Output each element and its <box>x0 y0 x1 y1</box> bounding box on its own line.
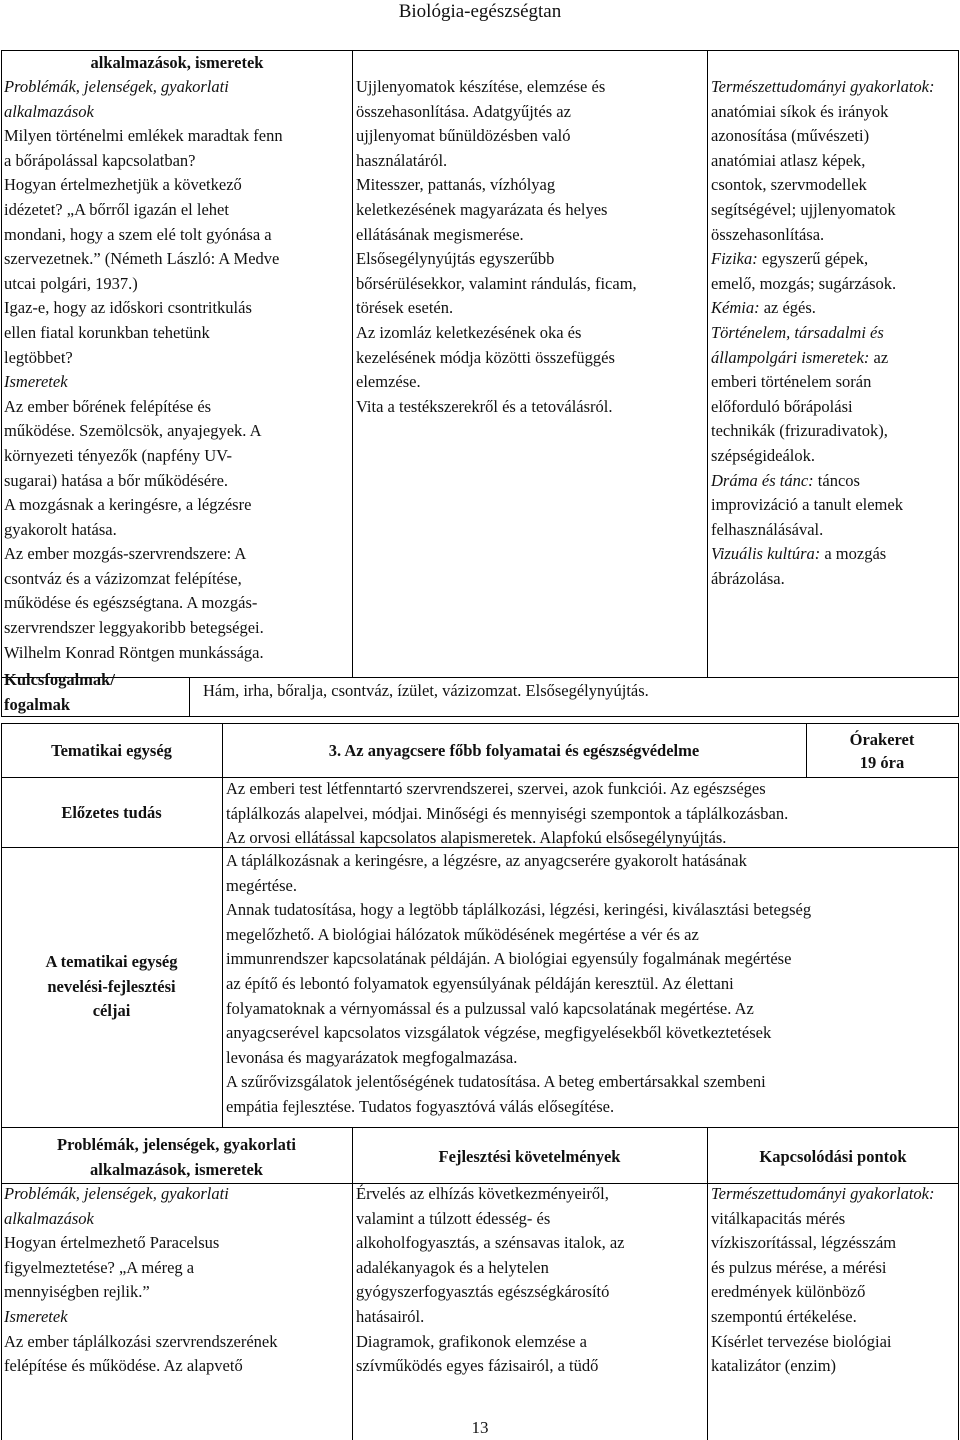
section2-col1-heading <box>1 1133 352 1182</box>
text-line: szervrendszer leggyakoribb betegségei. <box>4 618 264 638</box>
text-line: megértése. <box>226 875 298 895</box>
text-line: A szűrővizsgálatok jelentőségének tudatosítása. A beteg embertársakkal szembeni <box>226 1072 766 1092</box>
text-line: figyelmeztetése? „A méreg a <box>4 1257 195 1277</box>
section2-requirements-column <box>356 1182 706 1379</box>
label-line: fogalmak <box>4 694 70 714</box>
key-concepts-label <box>4 668 187 717</box>
text-line: gyógyszerfogyasztás egészségkárosító <box>356 1282 610 1302</box>
text-line: Érvelés az elhízás következményeiről, <box>356 1184 609 1203</box>
text-line: állampolgári ismeretek: az <box>711 347 889 367</box>
text-line: az építő és lebontó folyamatok egyensúlyának példáján keresztül. Az élettani <box>226 973 734 993</box>
text-line: működése és egészségtana. A mozgás- <box>4 593 258 613</box>
text-line: Wilhelm Konrad Röntgen munkássága. <box>4 642 264 662</box>
text-line: szervezetnek.” (Németh László: A Medve <box>4 249 280 269</box>
text-line: bőrsérülésekkor, valamint rándulás, ficam, <box>356 273 637 293</box>
text-line: valamint a túlzott édesség- és <box>356 1208 551 1228</box>
col-divider <box>222 723 223 1127</box>
text-line: utcai polgári, 1937.) <box>4 273 138 293</box>
text-line: adalékanyagok és a helytelen <box>356 1257 549 1277</box>
text-line: segítségével; ujjlenyomatok <box>711 199 896 219</box>
text-line: anatómiai síkok és irányok <box>711 101 889 121</box>
page-number: 13 <box>471 1418 489 1437</box>
text-line: Természettudományi gyakorlatok: <box>711 77 935 96</box>
text-line: és pulzus mérése, a mérési <box>711 1257 887 1277</box>
text-line: vízkiszorítással, légzésszám <box>711 1233 897 1253</box>
text-line: emberi történelem során <box>711 372 872 392</box>
text-line: alkoholfogyasztás, a szénsavas italok, az <box>356 1233 625 1253</box>
text-line: megelőzhető. A biológiai hálózatok működésének megértése a vér és az <box>226 924 699 944</box>
col-divider <box>352 50 353 677</box>
unit-title: 3. Az anyagcsere főbb folyamatai és egészségvédelme <box>328 741 700 760</box>
heading-line: alkalmazások, ismeretek <box>90 1159 263 1179</box>
text-line: összehasonlítása. Adatgyűjtés az <box>356 101 571 121</box>
text-line: kezelésének módja közötti összefüggés <box>356 347 615 367</box>
text-line: ellen fiatal korunkban tehetünk <box>4 322 210 342</box>
text-line: mondani, hogy a szem elé tolt gyónása a <box>4 224 272 244</box>
running-head: Biológia-egészségtan <box>398 1 562 22</box>
text-line: Az ember bőrének felépítése és <box>4 396 212 416</box>
col-divider <box>352 1127 353 1440</box>
text-line: A táplálkozásnak a keringésre, a légzésre, az anyagcserére gyakorolt hatásának <box>226 851 747 870</box>
text-line: Ismeretek <box>4 1306 68 1326</box>
section1-connections-column <box>711 75 957 591</box>
text-line: gyakorolt hatása. <box>4 519 117 539</box>
text-line: használatáról. <box>356 150 448 170</box>
key-concepts-text: Hám, irha, bőralja, csontváz, ízület, vázizomzat. Elsősegélynyújtás. <box>203 681 649 700</box>
text-line: Az orvosi ellátással kapcsolatos alapismeretek. Alapfokú elsősegélynyújtás. <box>226 828 727 848</box>
text-line: alkalmazások <box>4 1208 94 1228</box>
text-line: Problémák, jelenségek, gyakorlati <box>4 1184 229 1203</box>
text-line: folyamatoknak a vérnyomással és a pulzussal való kapcsolatának megértése. Az <box>226 998 754 1018</box>
text-line: immunrendszer kapcsolatának példáján. A biológiai egyensúly fogalmának megértése <box>226 949 792 969</box>
text-line: törések esetén. <box>356 298 454 318</box>
hours-value: 19 óra <box>859 753 905 772</box>
text-line: sugarai) hatása a bőr működésére. <box>4 470 229 490</box>
section2-connections-column <box>711 1182 957 1379</box>
text-line: katalizátor (enzim) <box>711 1356 837 1376</box>
text-line: A mozgásnak a keringésre, a légzésre <box>4 495 252 515</box>
text-line: ujjlenyomat bűnüldözésben való <box>356 126 571 146</box>
text-line: keletkezésének magyarázata és helyes <box>356 199 608 219</box>
section2-col3-heading: Kapcsolódási pontok <box>759 1147 907 1166</box>
text-line: Milyen történelmi emlékek maradtak fenn <box>4 126 283 146</box>
row-divider <box>1 1127 959 1128</box>
text-line: anyagcserével kapcsolatos vizsgálatok végzése, megfigyelésekből következtetések <box>226 1023 772 1043</box>
text-line: táplálkozás alapelvei, módjai. Minőségi és mennyiségi szempontok a táplálkozásban. <box>226 803 789 823</box>
text-line: Vizuális kultúra: a mozgás <box>711 544 887 564</box>
col-divider <box>707 50 708 677</box>
text-line: alkalmazások <box>4 101 94 121</box>
hours-label: Órakeret <box>849 730 915 749</box>
section1-col-heading: alkalmazások, ismeretek <box>90 53 264 72</box>
text-line: elemzése. <box>356 372 421 392</box>
text-line: felépítése és működése. Az alapvető <box>4 1356 243 1376</box>
prior-knowledge-label: Előzetes tudás <box>61 803 162 822</box>
section1-problems-column <box>4 75 350 665</box>
text-line: improvizáció a tanult elemek <box>711 495 903 515</box>
text-line: Ujjlenyomatok készítése, elemzése és <box>356 77 606 96</box>
text-line: Mitesszer, pattanás, vízhólyag <box>356 175 556 195</box>
text-line: Dráma és tánc: táncos <box>711 470 860 490</box>
heading-line: Problémák, jelenségek, gyakorlati <box>57 1135 296 1154</box>
text-line: empátia fejlesztése. Tudatos fogyasztóvá válás elősegítése. <box>226 1096 615 1116</box>
text-line: anatómiai atlasz képek, <box>711 150 866 170</box>
text-line: környezeti tényezők (napfény UV- <box>4 445 233 465</box>
text-line: idézetet? „A bőrről igazán el lehet <box>4 199 229 219</box>
text-line: Kémia: az égés. <box>711 298 816 318</box>
text-line: Természettudományi gyakorlatok: <box>711 1184 935 1203</box>
label-line: céljai <box>92 1001 131 1021</box>
goals-label <box>1 950 222 1024</box>
text-line: Kísérlet tervezése biológiai <box>711 1331 892 1351</box>
text-line: Elsősegélynyújtás egyszerűbb <box>356 249 555 269</box>
goals-text <box>226 849 956 1120</box>
text-line: előforduló bőrápolási <box>711 396 853 416</box>
text-line: technikák (frizuradivatok), <box>711 421 888 441</box>
label-line: A tematikai egység <box>45 952 178 971</box>
text-line: Fizika: egyszerű gépek, <box>711 249 869 269</box>
text-line: működése. Szemölcsök, anyajegyek. A <box>4 421 262 441</box>
text-line: Az ember táplálkozási szervrendszerének <box>4 1331 278 1351</box>
text-line: legtöbbet? <box>4 347 73 367</box>
section1-requirements-column <box>356 75 706 419</box>
text-line: levonása és magyarázatok megfogalmazása. <box>226 1047 518 1067</box>
col-divider <box>189 677 190 717</box>
text-line: Hogyan értelmezhetjük a következő <box>4 175 242 195</box>
text-line: Történelem, társadalmi és <box>711 322 884 342</box>
text-line: csontok, szervmodellek <box>711 175 867 195</box>
text-line: felhasználásával. <box>711 519 824 539</box>
text-line: csontváz és a vázizomzat felépítése, <box>4 568 242 588</box>
text-line: összehasonlítása. <box>711 224 825 244</box>
text-line: szívműködés egyes fázisairól, a tüdő <box>356 1356 599 1376</box>
text-line: Vita a testékszerekről és a tetoválásról. <box>356 396 613 416</box>
text-line: emelő, mozgás; sugárzások. <box>711 273 897 293</box>
col-divider <box>707 1127 708 1440</box>
text-line: ellátásának megismerése. <box>356 224 524 244</box>
text-line: Az izomláz keletkezésének oka és <box>356 322 582 342</box>
text-line: eredmények különböző <box>711 1282 866 1302</box>
text-line: hatásairól. <box>356 1306 425 1326</box>
text-line: Igaz-e, hogy az időskori csontritkulás <box>4 298 252 318</box>
section2-problems-column <box>4 1182 350 1379</box>
label-line: Kulcsfogalmak/ <box>4 670 115 689</box>
text-line: ábrázolása. <box>711 568 785 588</box>
text-line: vitálkapacitás mérés <box>711 1208 846 1228</box>
label-line: nevelési-fejlesztési <box>47 976 176 996</box>
prior-knowledge-text <box>226 777 956 851</box>
text-line: mennyiségben rejlik.” <box>4 1282 150 1302</box>
text-line: Problémák, jelenségek, gyakorlati <box>4 77 229 96</box>
section2-col2-heading: Fejlesztési követelmények <box>438 1147 621 1166</box>
unit-label: Tematikai egység <box>51 741 172 760</box>
text-line: Diagramok, grafikonok elemzése a <box>356 1331 587 1351</box>
text-line: Hogyan értelmezhető Paracelsus <box>4 1233 220 1253</box>
text-line: a bőrápolással kapcsolatban? <box>4 150 196 170</box>
text-line: Annak tudatosítása, hogy a legtöbb táplálkozási, légzési, keringési, kiválasztási betegség <box>226 900 812 920</box>
text-line: Ismeretek <box>4 372 68 392</box>
text-line: szépségideálok. <box>711 445 816 465</box>
text-line: Az ember mozgás-szervrendszere: A <box>4 544 247 564</box>
text-line: szempontú értékelése. <box>711 1306 857 1326</box>
text-line: azonosítása (művészeti) <box>711 126 870 146</box>
text-line: Az emberi test létfenntartó szervrendszerei, szervei, azok funkciói. Az egészséges <box>226 779 766 798</box>
